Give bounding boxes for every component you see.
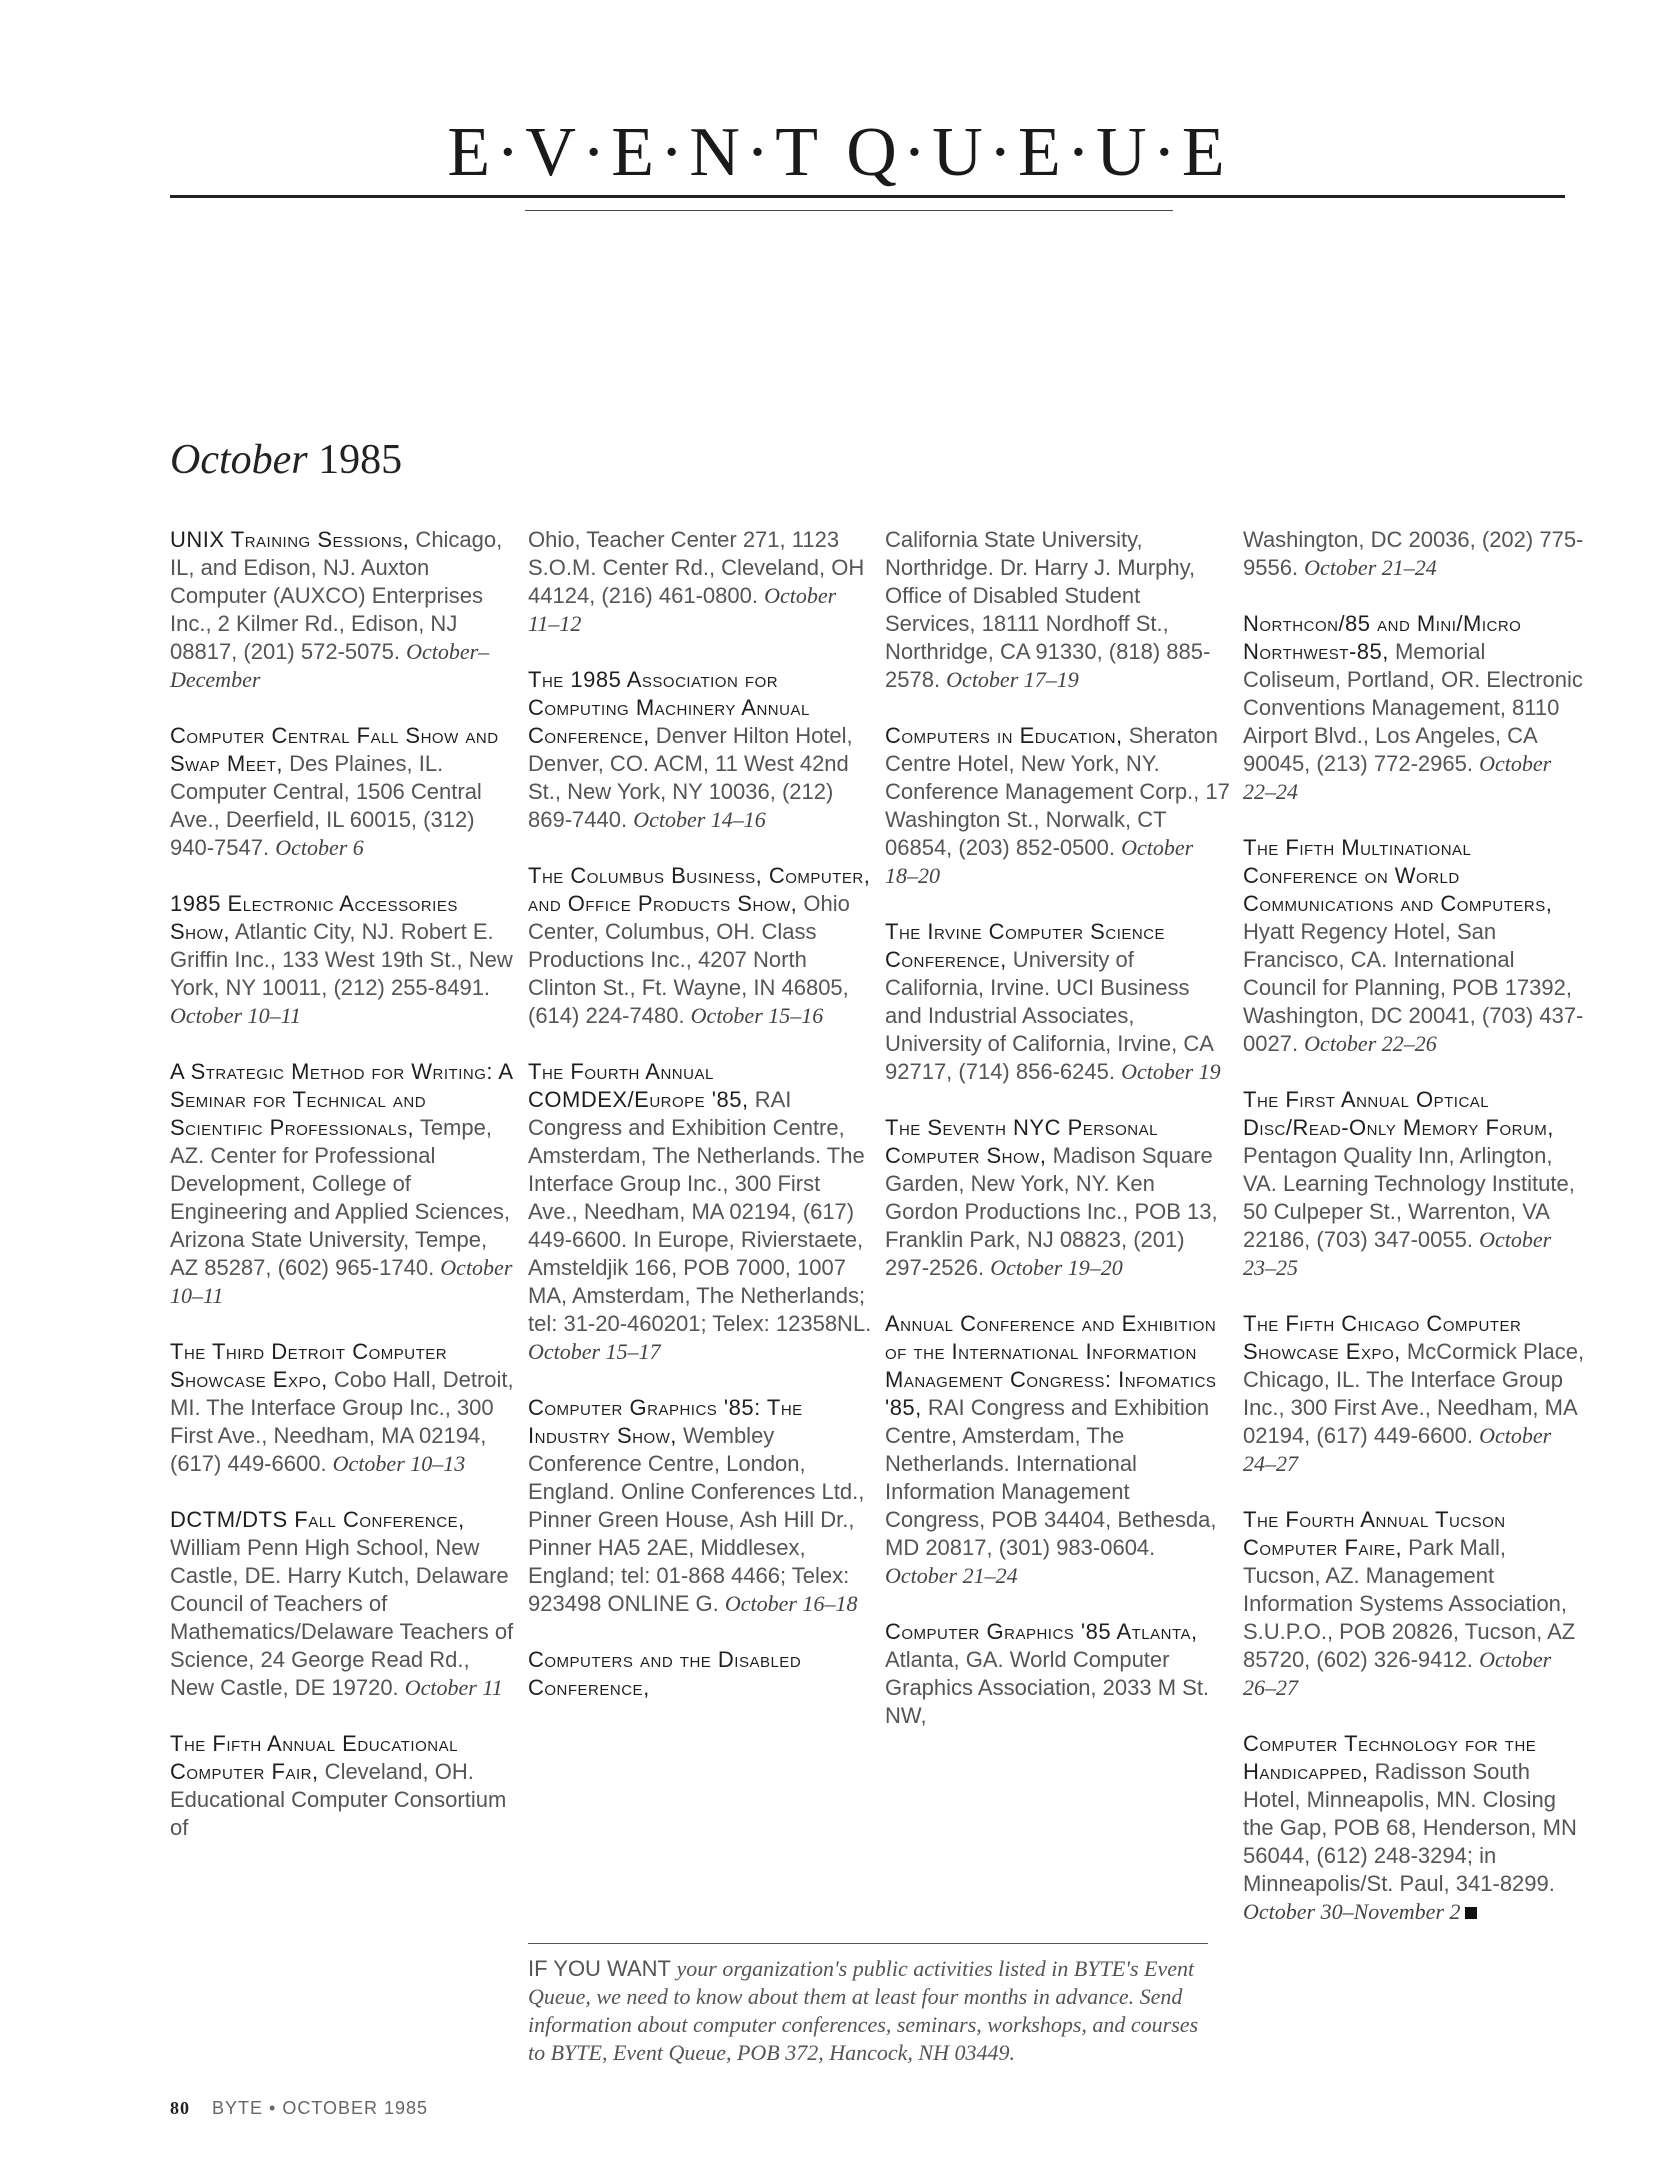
event-name: The Fourth Annual COMDEX/Europe '85, bbox=[528, 1059, 749, 1112]
event-details: Madison Square Garden, New York, NY. Ken Gordon Productions Inc., POB 13, Franklin Park, NJ 08823, (201) 297-2526. bbox=[885, 1143, 1218, 1280]
event-details: Cleveland, OH. Educational Computer Consortium of bbox=[170, 1759, 507, 1840]
event-date: October 21–24 bbox=[1304, 555, 1437, 580]
event-entry bbox=[885, 526, 1230, 694]
event-date: October 24–27 bbox=[1243, 1423, 1552, 1476]
event-date: October 11 bbox=[404, 1675, 503, 1700]
end-mark-icon bbox=[1465, 1907, 1477, 1919]
event-date: October 15–16 bbox=[690, 1003, 824, 1028]
event-entry bbox=[528, 526, 873, 638]
event-name: 1985 Electronic Accessories Show, bbox=[170, 891, 458, 944]
page-footer bbox=[170, 2098, 428, 2119]
event-entry bbox=[1243, 1086, 1588, 1282]
event-name: The Third Detroit Computer Showcase Expo, bbox=[170, 1339, 448, 1392]
event-details: Denver Hilton Hotel, Denver, CO. ACM, 11 West 42nd St., New York, NY 10036, (212) 869-7440. bbox=[528, 723, 853, 832]
event-entry bbox=[170, 722, 515, 862]
event-name: The First Annual Optical Disc/Read-Only Memory Forum, bbox=[1243, 1087, 1554, 1140]
event-entry bbox=[170, 526, 515, 694]
event-entry bbox=[885, 1618, 1230, 1730]
event-details: Park Mall, Tucson, AZ. Management Information Systems Association, S.U.P.O., POB 20826, Tucson, AZ 85720, (602) 326-9412. bbox=[1243, 1535, 1576, 1672]
month-heading bbox=[170, 436, 402, 484]
event-entry bbox=[885, 1310, 1230, 1590]
event-details: McCormick Place, Chicago, IL. The Interface Group Inc., 300 First Ave., Needham, MA 02194, (617) 449-6600. bbox=[1243, 1339, 1585, 1448]
event-name: The Fourth Annual Tucson Computer Faire, bbox=[1243, 1507, 1506, 1560]
event-details: University of California, Irvine. UCI Business and Industrial Associates, University of California, Irvine, CA 92717, (714) 856-6245. bbox=[885, 947, 1213, 1084]
event-date: October 21–24 bbox=[885, 1563, 1018, 1588]
event-date: October 10–11 bbox=[170, 1255, 513, 1308]
event-details: Cobo Hall, Detroit, MI. The Interface Group Inc., 300 First Ave., Needham, MA 02194, (617) 449-6600. bbox=[170, 1367, 514, 1476]
event-column-1 bbox=[170, 526, 515, 1870]
event-details: RAI Congress and Exhibition Centre, Amsterdam, The Netherlands. International Information Management Congress, POB 34404, Bethesda, MD 20817, (301) 983-0604. bbox=[885, 1395, 1217, 1560]
event-name: Computers in Education, bbox=[885, 723, 1123, 748]
page-number: 80 bbox=[170, 2098, 190, 2118]
event-details: California State University, Northridge. Dr. Harry J. Murphy, Office of Disabled Student Services, 18111 Nordhoff St., Northridge, CA 91330, (818) 885-2578. bbox=[885, 527, 1211, 692]
note-lead: IF YOU WANT bbox=[528, 1956, 671, 1981]
event-date: October 10–11 bbox=[170, 1003, 301, 1028]
event-date: October 16–18 bbox=[724, 1591, 858, 1616]
event-entry bbox=[1243, 1310, 1588, 1478]
event-entry bbox=[528, 1646, 873, 1702]
event-date: October 22–24 bbox=[1243, 751, 1552, 804]
note-body: your organization's public activities listed in BYTE's Event Queue, we need to know about them at least four months in advance. Send information about computer conferences, seminars, workshops, and courses to BYTE, Event Queue, POB 372, Hancock, NH 03449. bbox=[528, 1956, 1199, 2065]
event-name: The Fifth Multinational Conference on World Communications and Computers, bbox=[1243, 835, 1553, 916]
event-name: Computer Central Fall Show and Swap Meet, bbox=[170, 723, 499, 776]
event-name: Computer Graphics '85 Atlanta, bbox=[885, 1619, 1198, 1644]
event-entry bbox=[1243, 834, 1588, 1058]
event-date: October 23–25 bbox=[1243, 1227, 1552, 1280]
event-entry bbox=[528, 666, 873, 834]
event-date: October 10–13 bbox=[332, 1451, 466, 1476]
event-name: Computers and the Disabled Conference, bbox=[528, 1647, 802, 1700]
submission-note bbox=[528, 1955, 1218, 2067]
event-entry bbox=[170, 1058, 515, 1310]
event-date: October 6 bbox=[275, 835, 364, 860]
event-details: Pentagon Quality Inn, Arlington, VA. Learning Technology Institute, 50 Culpeper St., Warrenton, VA 22186, (703) 347-0055. bbox=[1243, 1143, 1575, 1252]
event-date: October 19 bbox=[1121, 1059, 1221, 1084]
event-entry bbox=[1243, 1506, 1588, 1702]
event-entry bbox=[170, 1338, 515, 1478]
event-name: Computer Graphics '85: The Industry Show, bbox=[528, 1395, 803, 1448]
event-name: The Seventh NYC Personal Computer Show, bbox=[885, 1115, 1158, 1168]
event-details: Ohio Center, Columbus, OH. Class Productions Inc., 4207 North Clinton St., Ft. Wayne, IN 46805, (614) 224-7480. bbox=[528, 891, 850, 1028]
page-title: E·V·E·N·T Q·U·E·U·E bbox=[447, 114, 1231, 191]
event-date: October–December bbox=[170, 639, 490, 692]
event-entry bbox=[528, 862, 873, 1030]
event-date: October 30–November 2 bbox=[1243, 1899, 1461, 1924]
event-details: Washington, DC 20036, (202) 775-9556. bbox=[1243, 527, 1584, 580]
event-details: Memorial Coliseum, Portland, OR. Electronic Conventions Management, 8110 Airport Blvd., Los Angeles, CA 90045, (213) 772-2965. bbox=[1243, 639, 1583, 776]
event-details: Ohio, Teacher Center 271, 1123 S.O.M. Center Rd., Cleveland, OH 44124, (216) 461-0800. bbox=[528, 527, 865, 608]
event-details: Hyatt Regency Hotel, San Francisco, CA. International Council for Planning, POB 17392, Washington, DC 20041, (703) 437-0027. bbox=[1243, 919, 1584, 1056]
event-column-3 bbox=[885, 526, 1230, 1758]
event-entry bbox=[170, 1730, 515, 1842]
event-name: The Fifth Annual Educational Computer Fair, bbox=[170, 1731, 458, 1784]
event-entry bbox=[885, 1114, 1230, 1282]
event-entry bbox=[1243, 610, 1588, 806]
event-details: Sheraton Centre Hotel, New York, NY. Conference Management Corp., 17 Washington St., Norwalk, CT 06854, (203) 852-0500. bbox=[885, 723, 1230, 860]
event-details: Radisson South Hotel, Minneapolis, MN. Closing the Gap, POB 68, Henderson, MN 56044, (612) 248-3294; in Minneapolis/St. Paul, 341-8299. bbox=[1243, 1759, 1577, 1896]
event-name: The 1985 Association for Computing Machinery Annual Conference, bbox=[528, 667, 810, 748]
event-name: The Fifth Chicago Computer Showcase Expo, bbox=[1243, 1311, 1522, 1364]
title-subrule bbox=[525, 210, 1173, 211]
month-word: October bbox=[170, 437, 308, 483]
event-entry bbox=[885, 722, 1230, 890]
event-date: October 11–12 bbox=[528, 583, 837, 636]
event-column-4 bbox=[1243, 526, 1588, 1954]
event-name: DCTM/DTS Fall Conference, bbox=[170, 1507, 465, 1532]
event-date: October 18–20 bbox=[885, 835, 1194, 888]
event-details: Atlanta, GA. World Computer Graphics Association, 2033 M St. NW, bbox=[885, 1647, 1210, 1728]
event-details: Atlantic City, NJ. Robert E. Griffin Inc., 133 West 19th St., New York, NY 10011, (212) 255-8491. bbox=[170, 919, 513, 1000]
event-name: Northcon/85 and Mini/Micro Northwest-85, bbox=[1243, 611, 1522, 664]
event-date: October 17–19 bbox=[946, 667, 1079, 692]
event-date: October 19–20 bbox=[990, 1255, 1123, 1280]
event-entry bbox=[170, 890, 515, 1030]
note-rule bbox=[528, 1943, 1208, 1944]
event-entry bbox=[1243, 1730, 1588, 1926]
event-details: Chicago, IL, and Edison, NJ. Auxton Computer (AUXCO) Enterprises Inc., 2 Kilmer Rd., Edison, NJ 08817, (201) 572-5075. bbox=[170, 527, 503, 664]
event-date: October 22–26 bbox=[1304, 1031, 1437, 1056]
event-name: Computer Technology for the Handicapped, bbox=[1243, 1731, 1537, 1784]
event-entry bbox=[528, 1058, 873, 1366]
footer-text: BYTE • OCTOBER 1985 bbox=[212, 2098, 429, 2118]
event-name: The Irvine Computer Science Conference, bbox=[885, 919, 1166, 972]
event-details: Des Plaines, IL. Computer Central, 1506 Central Ave., Deerfield, IL 60015, (312) 940-7547. bbox=[170, 751, 482, 860]
event-details: William Penn High School, New Castle, DE. Harry Kutch, Delaware Council of Teachers of Mathematics/Delaware Teachers of Science, 24 George Read Rd., New Castle, DE 19720. bbox=[170, 1535, 514, 1700]
event-name: UNIX Training Sessions, bbox=[170, 527, 410, 552]
event-entry bbox=[885, 918, 1230, 1086]
event-details: Tempe, AZ. Center for Professional Development, College of Engineering and Applied Sciences, Arizona State University, Tempe, AZ 85287, (602) 965-1740. bbox=[170, 1115, 511, 1280]
event-date: October 14–16 bbox=[633, 807, 766, 832]
title-rule bbox=[170, 195, 1565, 198]
event-details: Wembley Conference Centre, London, England. Online Conferences Ltd., Pinner Green House, Ash Hill Dr., Pinner HA5 2AE, Middlesex, England; tel: 01-868 4466; Telex: 923498 ONLINE G. bbox=[528, 1423, 865, 1616]
event-entry bbox=[528, 1394, 873, 1618]
event-name: Annual Conference and Exhibition of the International Information Management Congress: Infomatics '85, bbox=[885, 1311, 1217, 1420]
event-date: October 15–17 bbox=[528, 1339, 661, 1364]
event-name: A Strategic Method for Writing: A Seminar for Technical and Scientific Professionals, bbox=[170, 1059, 513, 1140]
event-name: The Columbus Business, Computer, and Office Products Show, bbox=[528, 863, 871, 916]
event-entry bbox=[1243, 526, 1588, 582]
month-year: 1985 bbox=[318, 437, 403, 483]
event-details: RAI Congress and Exhibition Centre, Amsterdam, The Netherlands. The Interface Group Inc., 300 First Ave., Needham, MA 02194, (617) 449-6600. In Europe, Rivierstaete, Amsteldjik 166, POB 7000, 1007 MA, Amsterdam, The Netherlands; tel: 31-20-460201; Telex: 12358NL. bbox=[528, 1087, 872, 1336]
event-date: October 26–27 bbox=[1243, 1647, 1552, 1700]
event-column-2 bbox=[528, 526, 873, 1730]
event-entry bbox=[170, 1506, 515, 1702]
